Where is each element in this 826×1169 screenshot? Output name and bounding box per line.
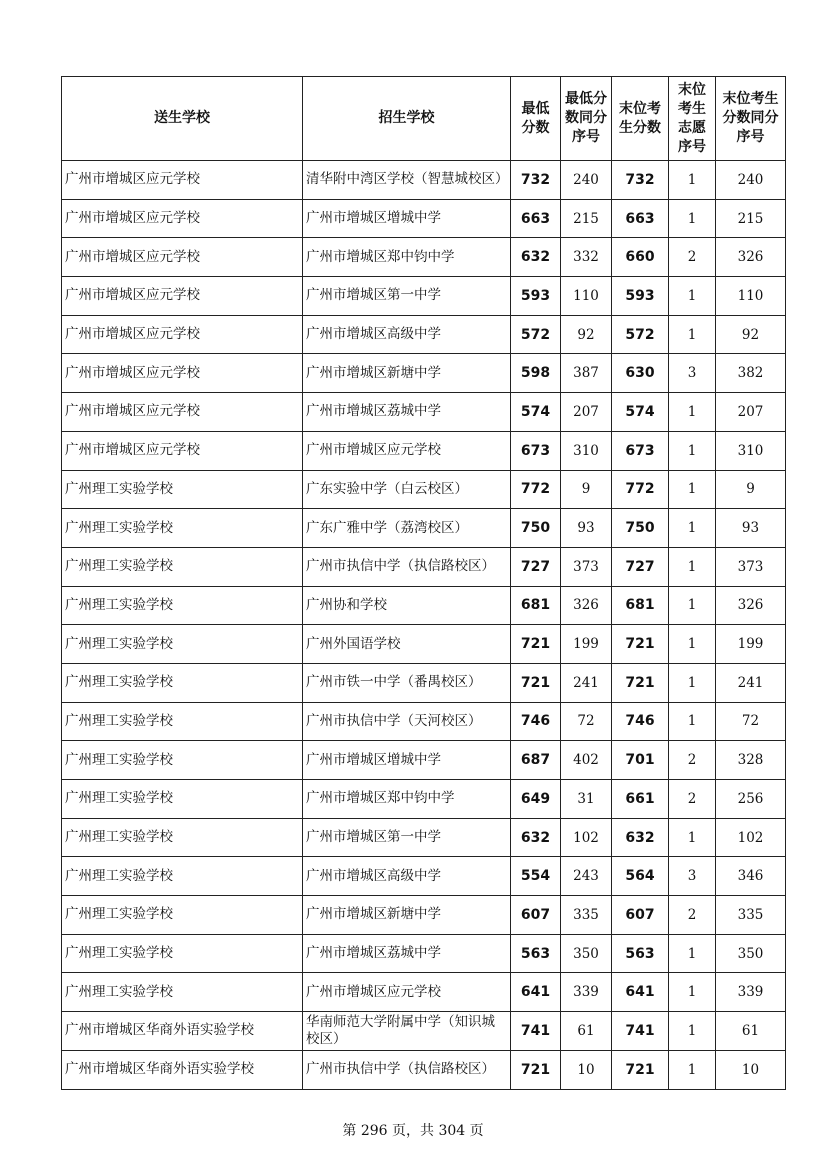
cell-admitting-school: 广州市增城区增城中学 [303, 741, 511, 780]
cell-sending-school: 广州理工实验学校 [62, 857, 303, 896]
table-row [62, 934, 786, 973]
cell-last-score-rank: 339 [716, 973, 786, 1012]
cell-last-choice-no: 3 [669, 354, 716, 393]
admission-table [61, 76, 786, 1090]
table-row [62, 857, 786, 896]
cell-min-score-rank: 215 [561, 199, 612, 238]
cell-sending-school: 广州理工实验学校 [62, 663, 303, 702]
cell-sending-school: 广州市增城区应元学校 [62, 431, 303, 470]
table-row [62, 199, 786, 238]
table-row [62, 1050, 786, 1089]
cell-last-score-rank: 9 [716, 470, 786, 509]
table-row [62, 509, 786, 548]
cell-sending-school: 广州市增城区应元学校 [62, 238, 303, 277]
cell-min-score-rank: 326 [561, 586, 612, 625]
cell-last-choice-no: 1 [669, 702, 716, 741]
cell-min-score: 641 [511, 973, 561, 1012]
table-row [62, 470, 786, 509]
cell-admitting-school: 广州市增城区新塘中学 [303, 354, 511, 393]
table-row [62, 277, 786, 316]
cell-last-choice-no: 2 [669, 238, 716, 277]
cell-admitting-school: 广州市执信中学（执信路校区） [303, 1050, 511, 1089]
cell-last-score: 593 [612, 277, 669, 316]
cell-sending-school: 广州理工实验学校 [62, 702, 303, 741]
cell-last-score-rank: 102 [716, 818, 786, 857]
cell-last-score: 721 [612, 625, 669, 664]
cell-min-score: 632 [511, 238, 561, 277]
header-min-score-rank: 最低分数同分序号 [561, 77, 612, 161]
cell-last-score: 750 [612, 509, 669, 548]
cell-sending-school: 广州市增城区华商外语实验学校 [62, 1050, 303, 1089]
cell-last-choice-no: 1 [669, 973, 716, 1012]
cell-admitting-school: 广州市增城区第一中学 [303, 818, 511, 857]
cell-last-score-rank: 110 [716, 277, 786, 316]
cell-last-score-rank: 350 [716, 934, 786, 973]
cell-last-choice-no: 3 [669, 857, 716, 896]
cell-last-score-rank: 346 [716, 857, 786, 896]
cell-last-score-rank: 10 [716, 1050, 786, 1089]
cell-last-score: 563 [612, 934, 669, 973]
cell-last-score: 663 [612, 199, 669, 238]
table-row [62, 431, 786, 470]
cell-min-score-rank: 199 [561, 625, 612, 664]
cell-admitting-school: 广州市增城区荔城中学 [303, 393, 511, 432]
cell-sending-school: 广州理工实验学校 [62, 625, 303, 664]
cell-last-choice-no: 1 [669, 818, 716, 857]
cell-last-choice-no: 1 [669, 625, 716, 664]
cell-sending-school: 广州市增城区应元学校 [62, 393, 303, 432]
cell-last-score-rank: 328 [716, 741, 786, 780]
cell-min-score: 721 [511, 663, 561, 702]
cell-min-score-rank: 240 [561, 161, 612, 200]
cell-last-choice-no: 1 [669, 547, 716, 586]
cell-min-score: 574 [511, 393, 561, 432]
cell-sending-school: 广州理工实验学校 [62, 780, 303, 819]
cell-admitting-school: 广州市增城区第一中学 [303, 277, 511, 316]
cell-admitting-school: 广州市增城区高级中学 [303, 857, 511, 896]
cell-last-choice-no: 1 [669, 431, 716, 470]
cell-sending-school: 广州理工实验学校 [62, 509, 303, 548]
table-row [62, 818, 786, 857]
cell-sending-school: 广州理工实验学校 [62, 973, 303, 1012]
cell-sending-school: 广州理工实验学校 [62, 547, 303, 586]
cell-min-score: 554 [511, 857, 561, 896]
cell-min-score-rank: 9 [561, 470, 612, 509]
cell-last-choice-no: 2 [669, 896, 716, 935]
cell-min-score-rank: 335 [561, 896, 612, 935]
cell-last-choice-no: 1 [669, 277, 716, 316]
cell-last-score-rank: 207 [716, 393, 786, 432]
cell-last-score: 673 [612, 431, 669, 470]
cell-min-score-rank: 61 [561, 1012, 612, 1051]
cell-last-choice-no: 1 [669, 470, 716, 509]
cell-admitting-school: 广东广雅中学（荔湾校区） [303, 509, 511, 548]
header-admitting-school: 招生学校 [303, 77, 511, 161]
cell-min-score: 607 [511, 896, 561, 935]
table-row [62, 238, 786, 277]
table-row [62, 586, 786, 625]
cell-sending-school: 广州理工实验学校 [62, 934, 303, 973]
cell-admitting-school: 华南师范大学附属中学（知识城校区） [303, 1012, 511, 1051]
cell-last-score-rank: 373 [716, 547, 786, 586]
header-min-score: 最低分数 [511, 77, 561, 161]
table-row [62, 702, 786, 741]
cell-last-score: 574 [612, 393, 669, 432]
cell-last-choice-no: 1 [669, 315, 716, 354]
cell-min-score-rank: 350 [561, 934, 612, 973]
cell-admitting-school: 广州市执信中学（执信路校区） [303, 547, 511, 586]
cell-last-choice-no: 2 [669, 741, 716, 780]
page-footer: 第 296 页，共 304 页 [342, 1123, 484, 1139]
cell-sending-school: 广州理工实验学校 [62, 470, 303, 509]
table-header-row [62, 77, 786, 161]
cell-min-score-rank: 241 [561, 663, 612, 702]
cell-admitting-school: 广州市增城区应元学校 [303, 973, 511, 1012]
cell-last-score-rank: 215 [716, 199, 786, 238]
header-last-score-rank: 末位考生分数同分序号 [716, 77, 786, 161]
cell-admitting-school: 广州市执信中学（天河校区） [303, 702, 511, 741]
header-last-choice-no: 末位考生志愿序号 [669, 77, 716, 161]
cell-last-score-rank: 240 [716, 161, 786, 200]
cell-sending-school: 广州市增城区应元学校 [62, 199, 303, 238]
cell-min-score: 732 [511, 161, 561, 200]
cell-last-choice-no: 1 [669, 663, 716, 702]
cell-min-score-rank: 207 [561, 393, 612, 432]
cell-last-choice-no: 1 [669, 393, 716, 432]
cell-last-score: 727 [612, 547, 669, 586]
cell-last-score: 681 [612, 586, 669, 625]
cell-sending-school: 广州市增城区应元学校 [62, 277, 303, 316]
cell-admitting-school: 广州市增城区郑中钧中学 [303, 780, 511, 819]
cell-min-score: 663 [511, 199, 561, 238]
table-row [62, 896, 786, 935]
cell-sending-school: 广州市增城区应元学校 [62, 161, 303, 200]
cell-last-score-rank: 326 [716, 238, 786, 277]
cell-sending-school: 广州市增城区应元学校 [62, 354, 303, 393]
cell-last-choice-no: 1 [669, 161, 716, 200]
cell-last-score: 607 [612, 896, 669, 935]
cell-last-score: 721 [612, 663, 669, 702]
cell-last-score-rank: 335 [716, 896, 786, 935]
cell-min-score-rank: 332 [561, 238, 612, 277]
cell-sending-school: 广州理工实验学校 [62, 741, 303, 780]
cell-last-score-rank: 61 [716, 1012, 786, 1051]
cell-last-choice-no: 1 [669, 509, 716, 548]
cell-last-score: 732 [612, 161, 669, 200]
table-row [62, 973, 786, 1012]
table-row [62, 741, 786, 780]
table-body [62, 161, 786, 1090]
cell-last-score: 721 [612, 1050, 669, 1089]
admission-table-sheet [61, 76, 785, 1090]
cell-min-score: 741 [511, 1012, 561, 1051]
cell-min-score-rank: 310 [561, 431, 612, 470]
cell-min-score-rank: 110 [561, 277, 612, 316]
cell-admitting-school: 清华附中湾区学校（智慧城校区） [303, 161, 511, 200]
cell-last-choice-no: 2 [669, 780, 716, 819]
table-row [62, 354, 786, 393]
cell-admitting-school: 广州市增城区荔城中学 [303, 934, 511, 973]
cell-min-score: 750 [511, 509, 561, 548]
cell-last-score-rank: 256 [716, 780, 786, 819]
cell-last-score: 632 [612, 818, 669, 857]
cell-min-score: 687 [511, 741, 561, 780]
cell-min-score: 681 [511, 586, 561, 625]
cell-last-score-rank: 92 [716, 315, 786, 354]
cell-min-score: 727 [511, 547, 561, 586]
table-row [62, 161, 786, 200]
cell-last-score: 641 [612, 973, 669, 1012]
cell-min-score: 673 [511, 431, 561, 470]
cell-last-score-rank: 241 [716, 663, 786, 702]
cell-min-score-rank: 373 [561, 547, 612, 586]
cell-last-choice-no: 1 [669, 1012, 716, 1051]
cell-last-score: 772 [612, 470, 669, 509]
cell-min-score: 649 [511, 780, 561, 819]
header-last-score: 末位考生分数 [612, 77, 669, 161]
cell-last-score-rank: 382 [716, 354, 786, 393]
cell-min-score: 632 [511, 818, 561, 857]
table-row [62, 1012, 786, 1051]
cell-last-score-rank: 93 [716, 509, 786, 548]
cell-last-score: 564 [612, 857, 669, 896]
cell-last-score-rank: 326 [716, 586, 786, 625]
table-row [62, 315, 786, 354]
cell-min-score-rank: 93 [561, 509, 612, 548]
cell-last-choice-no: 1 [669, 934, 716, 973]
cell-admitting-school: 广州市增城区增城中学 [303, 199, 511, 238]
cell-min-score: 721 [511, 625, 561, 664]
table-row [62, 393, 786, 432]
cell-min-score: 598 [511, 354, 561, 393]
cell-last-choice-no: 1 [669, 586, 716, 625]
cell-min-score-rank: 387 [561, 354, 612, 393]
cell-last-score-rank: 310 [716, 431, 786, 470]
cell-last-choice-no: 1 [669, 1050, 716, 1089]
cell-admitting-school: 广州市增城区应元学校 [303, 431, 511, 470]
cell-last-score: 741 [612, 1012, 669, 1051]
cell-admitting-school: 广东实验中学（白云校区） [303, 470, 511, 509]
cell-sending-school: 广州市增城区应元学校 [62, 315, 303, 354]
table-row [62, 780, 786, 819]
cell-admitting-school: 广州外国语学校 [303, 625, 511, 664]
cell-last-score: 661 [612, 780, 669, 819]
cell-min-score-rank: 339 [561, 973, 612, 1012]
cell-admitting-school: 广州市增城区高级中学 [303, 315, 511, 354]
cell-min-score: 572 [511, 315, 561, 354]
cell-admitting-school: 广州市增城区郑中钧中学 [303, 238, 511, 277]
table-row [62, 547, 786, 586]
cell-last-choice-no: 1 [669, 199, 716, 238]
cell-sending-school: 广州理工实验学校 [62, 586, 303, 625]
cell-last-score: 660 [612, 238, 669, 277]
cell-min-score-rank: 92 [561, 315, 612, 354]
cell-sending-school: 广州理工实验学校 [62, 896, 303, 935]
cell-sending-school: 广州市增城区华商外语实验学校 [62, 1012, 303, 1051]
cell-last-score: 701 [612, 741, 669, 780]
cell-min-score-rank: 243 [561, 857, 612, 896]
cell-sending-school: 广州理工实验学校 [62, 818, 303, 857]
cell-min-score-rank: 10 [561, 1050, 612, 1089]
cell-min-score: 721 [511, 1050, 561, 1089]
cell-min-score-rank: 72 [561, 702, 612, 741]
cell-last-score: 630 [612, 354, 669, 393]
cell-min-score: 746 [511, 702, 561, 741]
cell-min-score-rank: 402 [561, 741, 612, 780]
cell-admitting-school: 广州市铁一中学（番禺校区） [303, 663, 511, 702]
cell-min-score: 563 [511, 934, 561, 973]
cell-last-score: 746 [612, 702, 669, 741]
cell-last-score-rank: 199 [716, 625, 786, 664]
cell-min-score-rank: 31 [561, 780, 612, 819]
header-sending-school: 送生学校 [62, 77, 303, 161]
cell-min-score: 772 [511, 470, 561, 509]
cell-min-score: 593 [511, 277, 561, 316]
cell-min-score-rank: 102 [561, 818, 612, 857]
cell-last-score-rank: 72 [716, 702, 786, 741]
table-row [62, 663, 786, 702]
table-row [62, 625, 786, 664]
cell-admitting-school: 广州市增城区新塘中学 [303, 896, 511, 935]
cell-last-score: 572 [612, 315, 669, 354]
cell-admitting-school: 广州协和学校 [303, 586, 511, 625]
